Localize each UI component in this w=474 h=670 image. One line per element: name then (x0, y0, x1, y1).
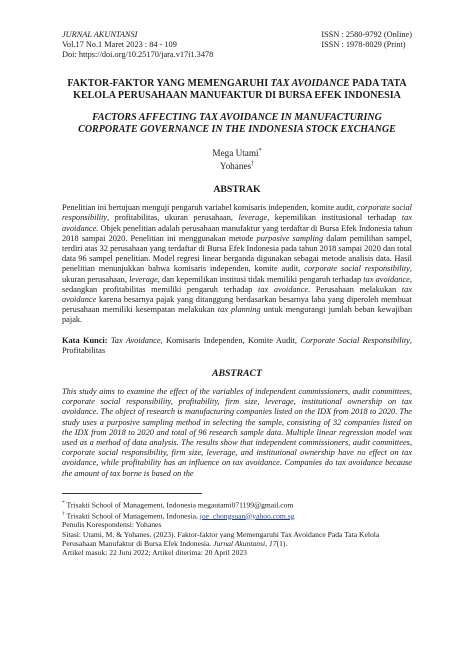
article-dates: Artikel masuk: 22 Juni 2022; Artikel diterima: 20 April 2023 (62, 548, 247, 558)
abstrak-seg: Objek penelitian adalah perusahaan manufaktur yang terdaftar di Bursa Efek Indonesia tahun 2018 sampai 2020. Penelitian ini menggunakan metode (62, 223, 412, 243)
abstrak-italic: tax avoidance (363, 274, 410, 284)
abstrak-italic: leverage (129, 274, 158, 284)
keyword-text: , Komisaris Independen, Komite Audit, (160, 335, 301, 345)
abstrak-seg: , sedangkan profitabilitas memiliki pengaruh terhadap (62, 274, 412, 294)
abstrak-seg: , kepemilikan institusional terhadap (267, 213, 402, 223)
journal-doi[interactable]: Doi: https://doi.org/10.25170/jara.v17i1.3478 (62, 50, 214, 59)
keyword-text: , Profitabilitas (62, 335, 412, 355)
abstrak-seg: . Perusahaan melakukan (308, 284, 402, 294)
footnote-1 (62, 499, 412, 510)
footnote-2 (62, 510, 412, 521)
citation-issue: (1). (276, 539, 288, 549)
abstrak-seg: , dan kepemilikan institusi tidak memiliki pengaruh terhadap (157, 274, 364, 284)
footnote-2-mark: † (62, 510, 65, 517)
journal-header (62, 30, 412, 60)
abstrak-italic: leverage (238, 213, 268, 223)
abstrak-italic: corporate social responsibility (62, 203, 412, 223)
keywords-label: Kata Kunci: (62, 335, 108, 345)
abstrak-heading: ABSTRAK (213, 184, 261, 196)
keyword-italic: Tax Avoidance (107, 335, 161, 345)
author-2-name: Yohanes (219, 161, 252, 172)
journal-volume: Vol.17 No.1 Maret 2023 : 84 - 109 (62, 40, 177, 49)
title-indonesian (62, 78, 412, 101)
corresponding-author: Penulis Korespondensi: Yohanes (62, 520, 162, 530)
keywords-line (62, 336, 412, 356)
author-1-mark[interactable]: * (258, 148, 262, 154)
author-1 (62, 146, 412, 159)
citation-text: Sitasi: Utami, M. & Yohanes. (2023). Faktor-faktor yang Memengaruhi Tax Avoidance Pada Tata Kelola Perusahaan Manufaktur di Bursa Efek Indonesia. (62, 529, 380, 549)
title-id-part1: FAKTOR-FAKTOR YANG MEMENGARUHI (67, 78, 271, 89)
abstrak-italic: tax avoidance. (62, 213, 412, 233)
abstrak-body (62, 203, 412, 325)
author-2 (62, 159, 412, 172)
author-list (62, 146, 412, 172)
abstrak-italic: corporate social responsibility (304, 264, 410, 274)
footnote-2-email-link[interactable]: joe_chongsuan@yahoo.com.sg (199, 511, 295, 521)
keyword-italic: Corporate Social Responsibility (300, 335, 410, 345)
abstract-heading: ABSTRACT (211, 367, 263, 379)
citation-journal: Jurnal Akuntansi, 17 (213, 539, 277, 549)
header-left (62, 30, 213, 60)
title-english: FACTORS AFFECTING TAX AVOIDANCE IN MANUFACTURING CORPORATE GOVERNANCE IN THE INDONESIA STOCK EXCHANGE (78, 112, 396, 135)
abstrak-seg: , ukuran perusahaan, (62, 264, 412, 284)
abstrak-seg: untuk mengurangi jumlah beban kewajiban pajak. (62, 305, 412, 325)
issn-online: ISSN : 2580-9792 (Online) (321, 30, 412, 39)
abstract-body: This study aims to examine the effect of the variables of independent commissioners, audit committees, corporate social responsibility, profitability, firm size, leverage, institutional ownership on tax avoidance. The object of research is manufacturing companies listed on the IDX from 2018 to 2020. The study uses a purposive sampling method in selecting the sample, consisting of 32 companies listed on the IDX from 2018 to 2020 and total of 96 research sample data. Multiple linear regression model was used as a method of data analysis. The results show that independent commissioners, audit committees, corporate social responsibility, firm size, leverage, and institutional ownership have no effect on tax avoidance, while profitability has an influence on tax avoidance. Companies do tax avoidance because the amount of tax borne is based on the (62, 386, 412, 478)
footnote-divider (62, 493, 202, 494)
abstrak-seg: Penelitian ini bertujuan menguji pengaruh variabel komisaris independen, komite audit, (62, 203, 358, 213)
abstrak-italic: tax planning (217, 305, 261, 315)
abstrak-italic: tax avoidance (62, 284, 412, 304)
footnote-1-mark: * (62, 499, 65, 506)
abstrak-seg: dalam pemilihan sampel, terdiri atas 32 perusahaan yang terdaftar di Bursa Efek Indonesia pada tahun 2018 sampai 2020 dan total data 96 sampel penelitian. Model regresi linear berganda digunakan sebagai metode analisis data. Hasil penelitian menunjukkan bahwa komisaris independen, komite audit, (62, 233, 413, 274)
abstrak-seg: karena besarnya pajak yang ditanggung berdasarkan besarnya laba yang diperoleh membuat perusahaan memiliki kesempatan melakukan (62, 294, 412, 315)
footnotes (62, 499, 412, 558)
journal-name: JURNAL AKUNTANSI (62, 30, 138, 39)
author-2-mark[interactable]: † (251, 161, 255, 168)
footnote-2-text: Trisakti School of Management, Indonesia, (64, 511, 200, 521)
footnote-1-text: Trisakti School of Management, Indonesia megautami071199@gmail.com (64, 500, 294, 510)
citation (62, 530, 412, 549)
issn-print: ISSN : 1978-8029 (Print) (321, 40, 406, 49)
header-right (321, 30, 412, 60)
abstrak-italic: purposive sampling (256, 233, 324, 243)
abstrak-seg: , profitabilitas, ukuran perusahaan, (107, 213, 239, 223)
abstrak-italic: tax avoidance (258, 284, 309, 294)
title-id-part2: PADA TATA KELOLA PERUSAHAAN MANUFAKTUR DI BURSA EFEK INDONESIA (73, 78, 407, 101)
title-id-italic: TAX AVOIDANCE (270, 78, 350, 89)
author-1-name: Mega Utami (212, 148, 259, 159)
